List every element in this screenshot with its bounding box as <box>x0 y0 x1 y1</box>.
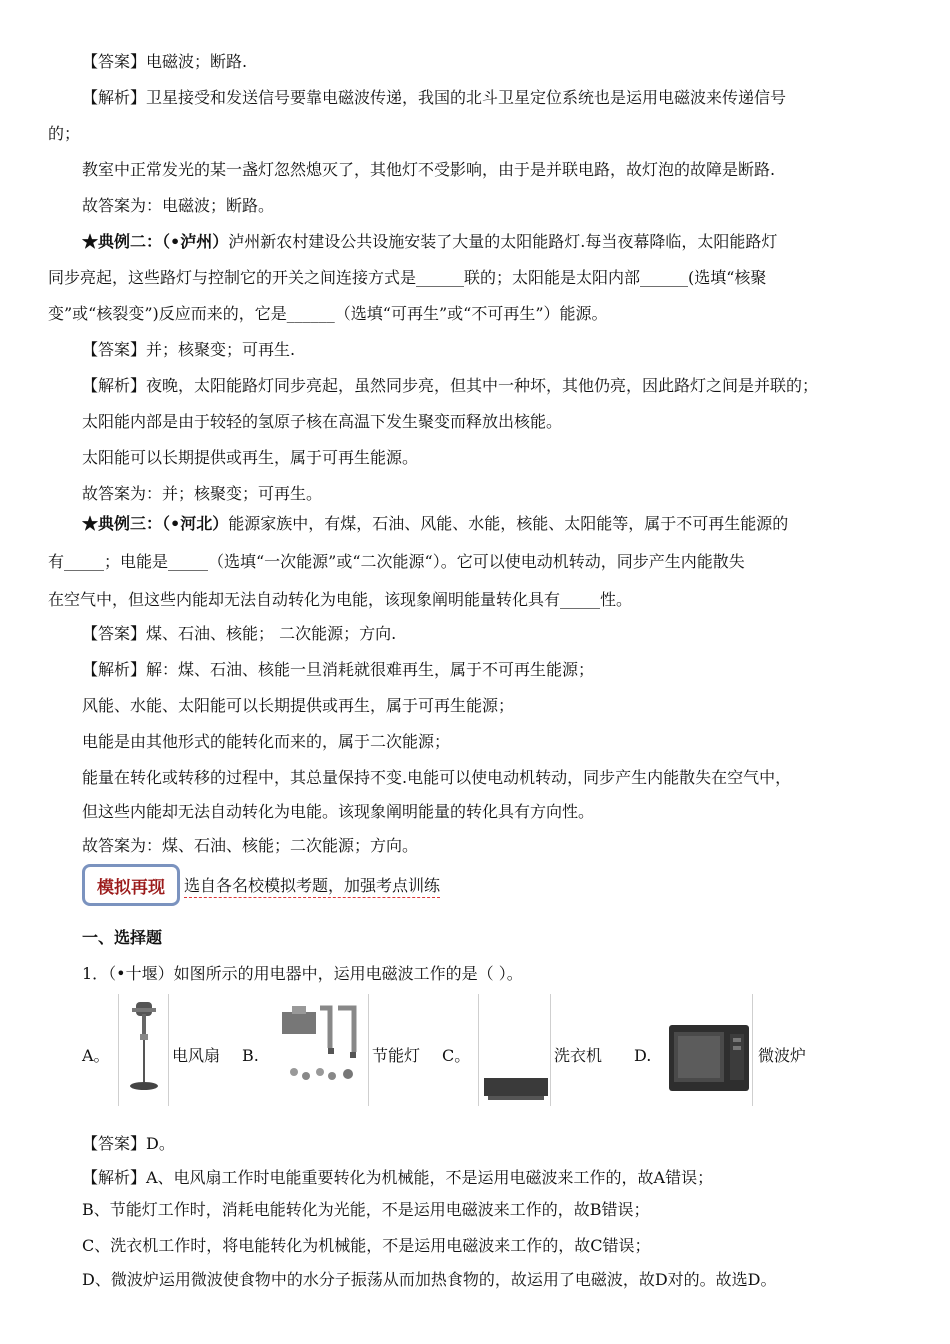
answer-line: 【答案】煤、石油、核能； 二次能源；方向. <box>82 624 397 643</box>
answer-line: 【答案】D。 <box>82 1134 175 1153</box>
example-three-line <box>82 512 788 536</box>
section-banner <box>82 862 440 908</box>
analysis-line: C、洗衣机工作时，将电能转化为机械能，不是运用电磁波来工作的，故C错误； <box>82 1236 651 1255</box>
analysis-line: 教室中正常发光的某一盏灯忽然熄灭了，其他灯不受影响，由于是并联电路，故灯泡的故障是断路. <box>82 160 776 179</box>
analysis-line: 风能、水能、太阳能可以长期提供或再生，属于可再生能源； <box>82 696 515 715</box>
example-three-heading: ★典例三：（•河北） <box>82 514 229 533</box>
analysis-line: 【解析】解：煤、石油、核能一旦消耗就很难再生，属于不可再生能源； <box>82 660 595 679</box>
option-b-letter: B. <box>242 1046 259 1065</box>
divider <box>752 994 753 1106</box>
washing-machine-icon <box>482 1070 550 1104</box>
option-c-label: 洗衣机 <box>554 1046 603 1065</box>
answer-line: 【答案】电磁波；断路. <box>82 52 248 71</box>
question-line: 在空气中，但这些内能却无法自动转化为电能，该现象阐明能量转化具有_____性。 <box>48 590 633 609</box>
example-two-line <box>82 230 777 254</box>
final-answer-line: 故答案为：并；核聚变；可再生。 <box>82 484 323 503</box>
analysis-line: 太阳能可以长期提供或再生，属于可再生能源。 <box>82 448 419 467</box>
final-answer-line: 故答案为：煤、石油、核能；二次能源；方向。 <box>82 836 419 855</box>
divider <box>168 994 169 1106</box>
analysis-line: D、微波炉运用微波使食物中的水分子振荡从而加热食物的，故运用了电磁波，故D对的。故选D。 <box>82 1270 777 1289</box>
analysis-line: 但这些内能却无法自动转化为电能。该现象阐明能量的转化具有方向性。 <box>82 802 595 821</box>
question-line: 同步亮起，这些路灯与控制它的开关之间连接方式是______联的；太阳能是太阳内部______(选填“核聚 <box>48 268 767 287</box>
analysis-line: B、节能灯工作时，消耗电能转化为光能，不是运用电磁波来工作的，故B错误； <box>82 1200 650 1219</box>
analysis-line: 太阳能内部是由于较轻的氢原子核在高温下发生聚变而释放出核能。 <box>82 412 563 431</box>
divider <box>368 994 369 1106</box>
banner-text: 选自各名校模拟考题，加强考点训练 <box>184 873 440 898</box>
energy-saving-lamp-icon <box>276 1002 366 1096</box>
final-answer-line: 故答案为：电磁波；断路。 <box>82 196 275 215</box>
divider <box>550 994 551 1106</box>
analysis-line: 能量在转化或转移的过程中，其总量保持不变.电能可以使电动机转动，同步产生内能散失在空气中， <box>82 768 792 787</box>
example-three-text: 能源家族中，有煤，石油、风能、水能，核能、太阳能等，属于不可再生能源的 <box>228 514 789 533</box>
microwave-oven-icon <box>668 1024 750 1092</box>
analysis-line: 的； <box>48 124 81 143</box>
option-b-label: 节能灯 <box>372 1046 421 1065</box>
option-d-letter: D. <box>634 1046 652 1065</box>
option-d-label: 微波炉 <box>758 1046 807 1065</box>
option-a-label: 电风扇 <box>172 1046 221 1065</box>
question-line: 有_____；电能是_____（选填“一次能源”或“二次能源“）。它可以使电动机转动，同步产生内能散失 <box>48 552 745 571</box>
analysis-line: 电能是由其他形式的能转化而来的，属于二次能源； <box>82 732 451 751</box>
analysis-line: 【解析】卫星接受和发送信号要靠电磁波传递，我国的北斗卫星定位系统也是运用电磁波来传递信号 <box>82 88 787 107</box>
question-stem: 1．（•十堰）如图所示的用电器中，运用电磁波工作的是（ ）。 <box>82 964 523 983</box>
divider <box>118 994 119 1106</box>
section-title: 一、选择题 <box>82 928 163 947</box>
banner-tag: 模拟再现 <box>82 864 180 906</box>
option-c-letter: C。 <box>442 1046 471 1065</box>
option-a-letter: A。 <box>82 1046 110 1065</box>
analysis-line: 【解析】夜晚，太阳能路灯同步亮起，虽然同步亮，但其中一种坏，其他仍亮，因此路灯之间是并联的； <box>82 376 819 395</box>
electric-fan-icon <box>124 998 164 1102</box>
analysis-line: 【解析】A、电风扇工作时电能重要转化为机械能，不是运用电磁波来工作的，故A错误； <box>82 1168 714 1187</box>
example-two-text: 泸州新农村建设公共设施安装了大量的太阳能路灯.每当夜幕降临，太阳能路灯 <box>228 232 778 251</box>
example-two-heading: ★典例二：（•泸州） <box>82 232 229 251</box>
question-line: 变”或“核裂变”)反应而来的，它是______（选填“可再生”或“不可再生”）能源。 <box>48 304 608 323</box>
answer-line: 【答案】并；核聚变；可再生. <box>82 340 296 359</box>
divider <box>478 994 479 1106</box>
